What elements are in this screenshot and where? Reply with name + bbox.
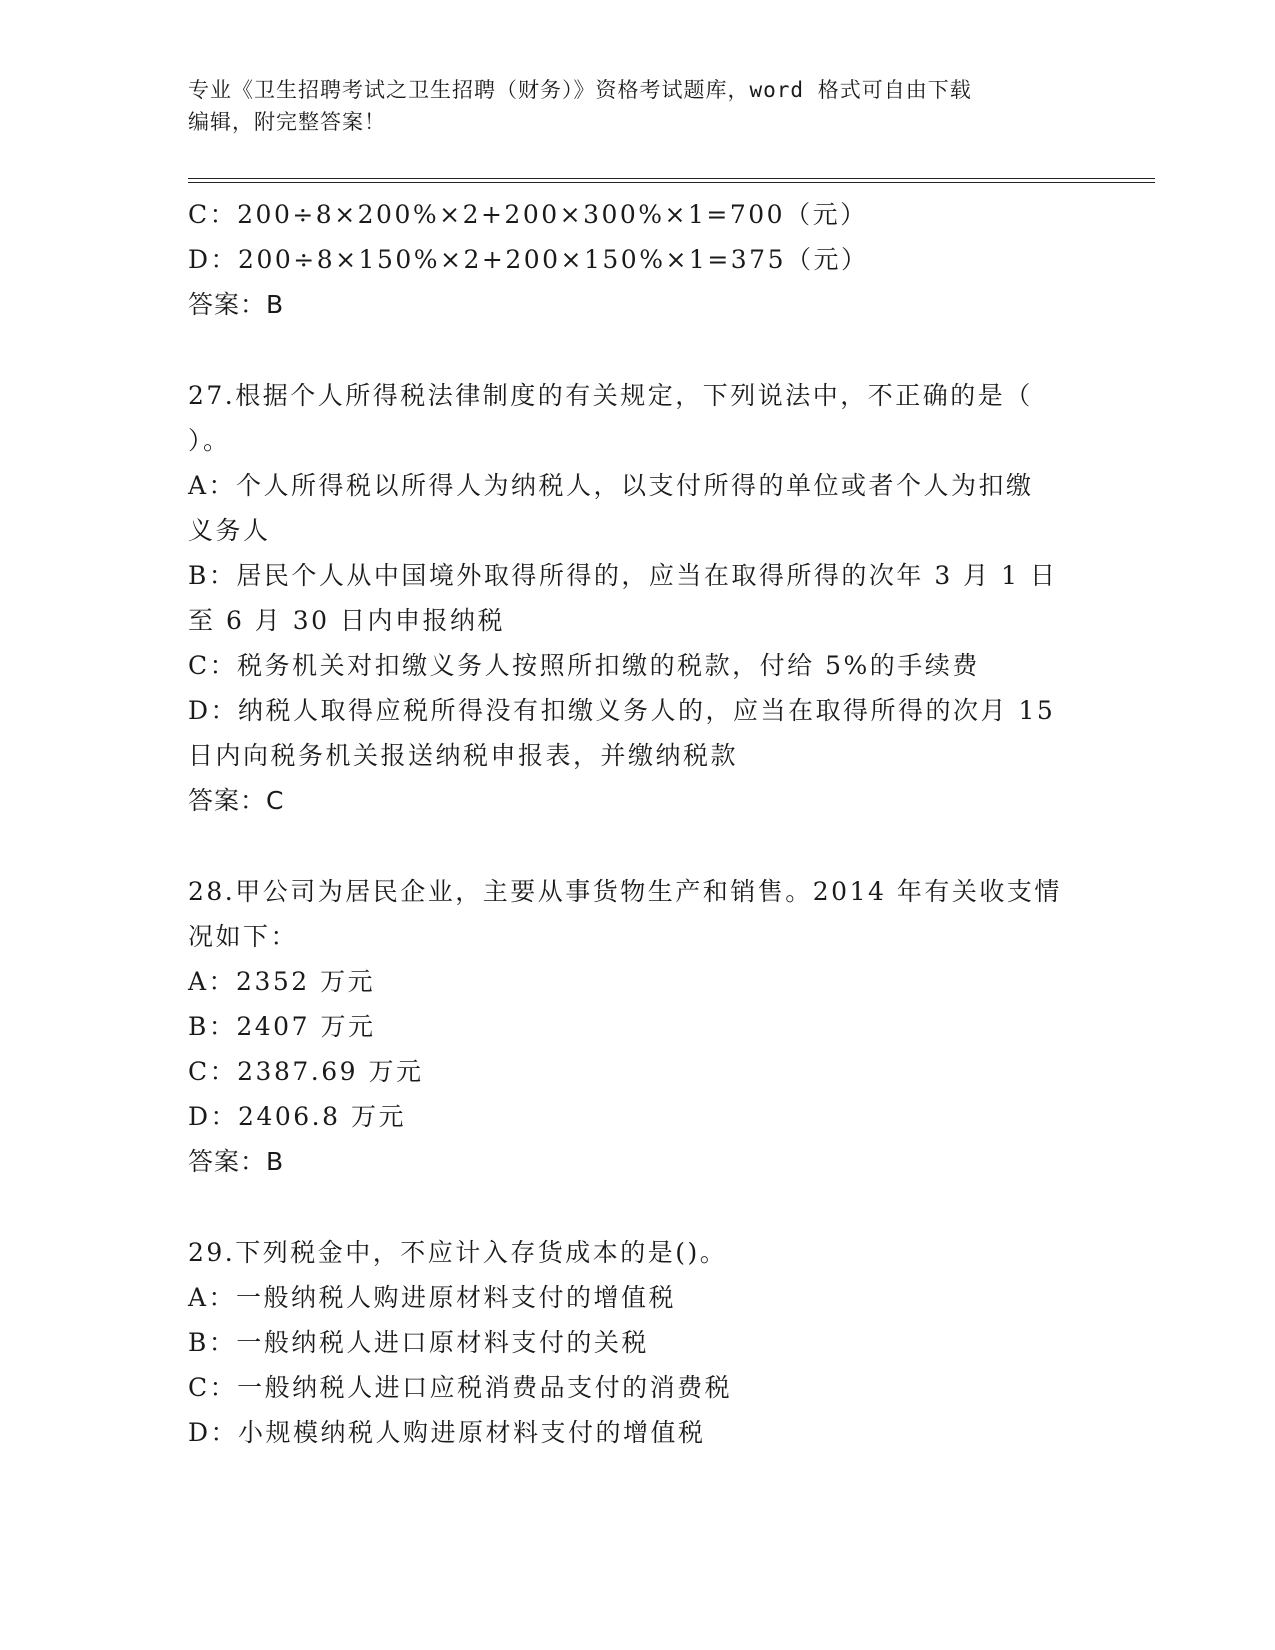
question-stem-cont: 况如下： xyxy=(188,922,299,951)
spacer xyxy=(188,327,1093,373)
spacer xyxy=(188,823,1093,869)
option-b: B：居民个人从中国境外取得所得的，应当在取得所得的次年 3 月 1 日 xyxy=(188,561,1058,590)
option-b: B：一般纳税人进口原材料支付的关税 xyxy=(188,1328,649,1357)
option-b: B：2407 万元 xyxy=(188,1012,376,1041)
question-stem: 29.下列税金中，不应计入存货成本的是()。 xyxy=(188,1238,728,1267)
option-a: A：一般纳税人购进原材料支付的增值税 xyxy=(188,1283,677,1312)
option-a: A：2352 万元 xyxy=(188,967,376,996)
option-c: C：2387.69 万元 xyxy=(188,1057,424,1086)
header-line-2: 编辑，附完整答案！ xyxy=(188,110,386,134)
option-d: D：小规模纳税人购进原材料支付的增值税 xyxy=(188,1418,706,1447)
answer-line: 答案：B xyxy=(188,290,285,319)
answer-line: 答案：C xyxy=(188,786,285,815)
option-b-cont: 至 6 月 30 日内申报纳税 xyxy=(188,606,506,635)
question-27 xyxy=(188,373,1093,823)
answer-line: 答案：B xyxy=(188,1147,285,1176)
option-a: A：个人所得税以所得人为纳税人，以支付所得的单位或者个人为扣缴 xyxy=(188,471,1034,500)
option-d-cont: 日内向税务机关报送纳税申报表，并缴纳税款 xyxy=(188,741,739,770)
spacer xyxy=(188,1184,1093,1230)
question-26-tail xyxy=(188,192,1093,327)
document-header xyxy=(188,74,1088,138)
question-content xyxy=(188,192,1093,1455)
option-c: C：税务机关对扣缴义务人按照所扣缴的税款，付给 5%的手续费 xyxy=(188,651,980,680)
header-divider-top xyxy=(188,178,1155,179)
question-stem: 28.甲公司为居民企业，主要从事货物生产和销售。2014 年有关收支情 xyxy=(188,877,1062,906)
option-d: D：200÷8×150%×2+200×150%×1=375（元） xyxy=(188,245,869,274)
question-28 xyxy=(188,869,1093,1184)
option-c: C：一般纳税人进口应税消费品支付的消费税 xyxy=(188,1373,733,1402)
option-d: D：纳税人取得应税所得没有扣缴义务人的，应当在取得所得的次月 15 xyxy=(188,696,1056,725)
option-d: D：2406.8 万元 xyxy=(188,1102,406,1131)
header-line-1: 专业《卫生招聘考试之卫生招聘（财务）》资格考试题库，word 格式可自由下载 xyxy=(188,78,972,102)
question-29 xyxy=(188,1230,1093,1455)
option-c: C：200÷8×200%×2+200×300%×1=700（元） xyxy=(188,200,868,229)
question-stem-cont: ）。 xyxy=(188,426,231,455)
header-divider-bottom xyxy=(188,182,1155,183)
question-stem: 27.根据个人所得税法律制度的有关规定，下列说法中，不正确的是（ xyxy=(188,381,1033,410)
option-a-cont: 义务人 xyxy=(188,516,271,545)
